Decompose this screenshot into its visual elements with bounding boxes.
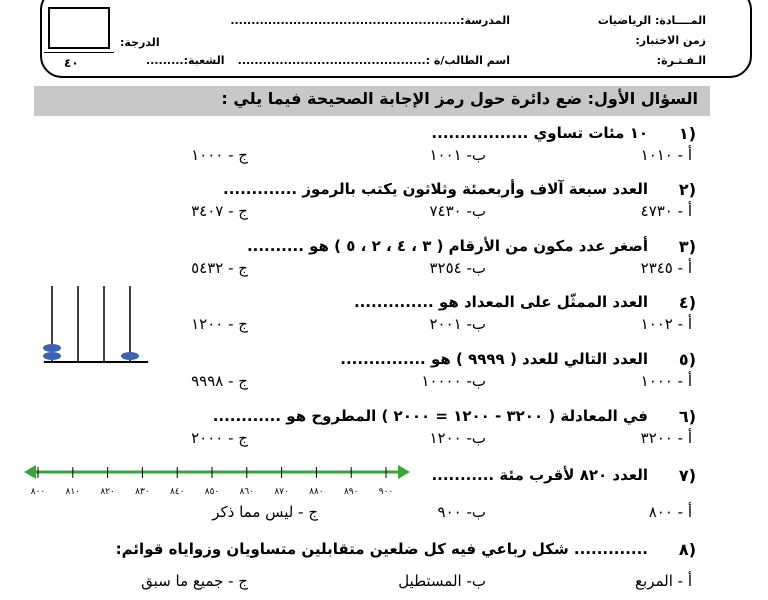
number-line-tick-label: ٨٦٠ [239, 487, 255, 497]
question-text: العدد سبعة آلاف وأربعمئة وثلاثون يكتب بالرموز ............. [223, 180, 648, 198]
question-number: ٤) [678, 293, 696, 312]
option-b[interactable]: ب- المستطيل [398, 572, 486, 590]
question-number: ٨) [678, 540, 696, 559]
option-b[interactable]: ب- ٣٢٥٤ [429, 259, 486, 277]
question-text: ١٠ مئات تساوي ................. [431, 124, 648, 142]
question-text: العدد ٨٢٠ لأقرب مئة ........... [431, 466, 648, 484]
section-label: الشعبة:......... [146, 54, 225, 67]
period-label: الـفـتـرة: [656, 54, 706, 67]
option-c[interactable]: ج - ١٠٠٠ [191, 146, 248, 164]
abacus-rods [43, 286, 139, 362]
question-number: ١) [678, 124, 696, 143]
number-line-tick-label: ٨٢٠ [100, 487, 115, 497]
number-line-tick-label: ٨٩٠ [343, 487, 359, 497]
question-text: العدد التالي للعدد ( ٩٩٩٩ ) هو ............... [340, 350, 648, 368]
option-a[interactable]: أ - ٣٢٠٠ [640, 429, 692, 447]
question-number: ٥) [678, 350, 696, 369]
option-b[interactable]: ب- ١٠٠١ [429, 146, 486, 164]
question-text: أصغر عدد مكون من الأرقام ( ٣ ، ٤ ، ٢ ، ٥ ) هو .......... [246, 237, 648, 255]
question-text: في المعادلة ( ٣٢٠٠ - ١٢٠٠ = ٢٠٠٠ ) المطروح هو ............ [212, 407, 648, 425]
number-line-tick-label: ٨١٠ [65, 487, 81, 497]
option-c[interactable]: ج - ٥٤٣٢ [191, 259, 248, 277]
question-number: ٧) [678, 466, 696, 485]
question-text: العدد الممثّل على المعداد هو .............. [353, 293, 648, 311]
student-label: اسم الطالب/ة :............................................. [237, 54, 510, 67]
option-a[interactable]: أ - ٢٣٤٥ [640, 259, 692, 277]
abacus-bead [43, 344, 61, 352]
question-number: ٦) [678, 407, 696, 426]
option-c[interactable]: ج - ٣٤٠٧ [191, 202, 248, 220]
option-a[interactable]: أ - المربع [635, 572, 692, 590]
abacus [30, 282, 160, 372]
option-b[interactable]: ب- ١٠٠٠٠ [421, 372, 486, 390]
question-text: ............. شكل رباعي فيه كل ضلعين متقابلين متساويان وزواياه قوائم: [115, 540, 648, 558]
option-c[interactable]: ج - ١٢٠٠ [191, 315, 248, 333]
number-line-tick-label: ٨٧٠ [274, 487, 289, 497]
option-a[interactable]: أ - ٤٧٣٠ [640, 202, 692, 220]
option-b[interactable]: ب- ٧٤٣٠ [429, 202, 486, 220]
arrow-left-icon [24, 465, 36, 479]
option-a[interactable]: أ - ٨٠٠ [648, 503, 692, 521]
option-a[interactable]: أ - ١٠٠٠ [640, 372, 692, 390]
max-grade: ٤٠ [64, 56, 79, 70]
option-b[interactable]: ب- ١٢٠٠ [429, 429, 486, 447]
number-line-tick-label: ٩٠٠ [378, 487, 394, 497]
number-line-tick-label: ٨٤٠ [169, 487, 185, 497]
option-c[interactable]: ج - ٢٠٠٠ [191, 429, 248, 447]
option-c[interactable]: ج - جميع ما سبق [141, 572, 248, 590]
option-b[interactable]: ب- ٢٠٠١ [429, 315, 486, 333]
number-line-tick-label: ٨٥٠ [204, 487, 220, 497]
grade-label: الدرجة: [120, 36, 160, 49]
option-c[interactable]: ج - ٩٩٩٨ [191, 372, 248, 390]
question-number: ٣) [678, 237, 696, 256]
option-b[interactable]: ب- ٩٠٠ [437, 503, 486, 521]
grade-divider [44, 52, 114, 53]
number-line-tick-label: ٨٣٠ [135, 487, 150, 497]
number-line-tick-label: ٨٠٠ [30, 487, 46, 497]
number-line-tick-label: ٨٨٠ [309, 487, 324, 497]
abacus-bead [121, 352, 139, 360]
option-a[interactable]: أ - ١٠١٠ [640, 146, 692, 164]
arrow-right-icon [398, 465, 410, 479]
option-a[interactable]: أ - ١٠٠٢ [640, 315, 692, 333]
grade-box [48, 7, 110, 49]
school-label: المدرسة:....................................................... [230, 14, 510, 27]
section-title: السؤال الأول: ضع دائرة حول رمز الإجابة الصحيحة فيما يلي : [221, 89, 698, 108]
subject-label: المــــادة: الرياضيات [597, 14, 706, 27]
question-number: ٢) [678, 180, 696, 199]
option-c[interactable]: ج - ليس مما ذكر [212, 503, 318, 521]
number-line [14, 458, 414, 504]
time-label: زمن الاختبار: [635, 34, 706, 47]
abacus-bead [43, 352, 61, 360]
